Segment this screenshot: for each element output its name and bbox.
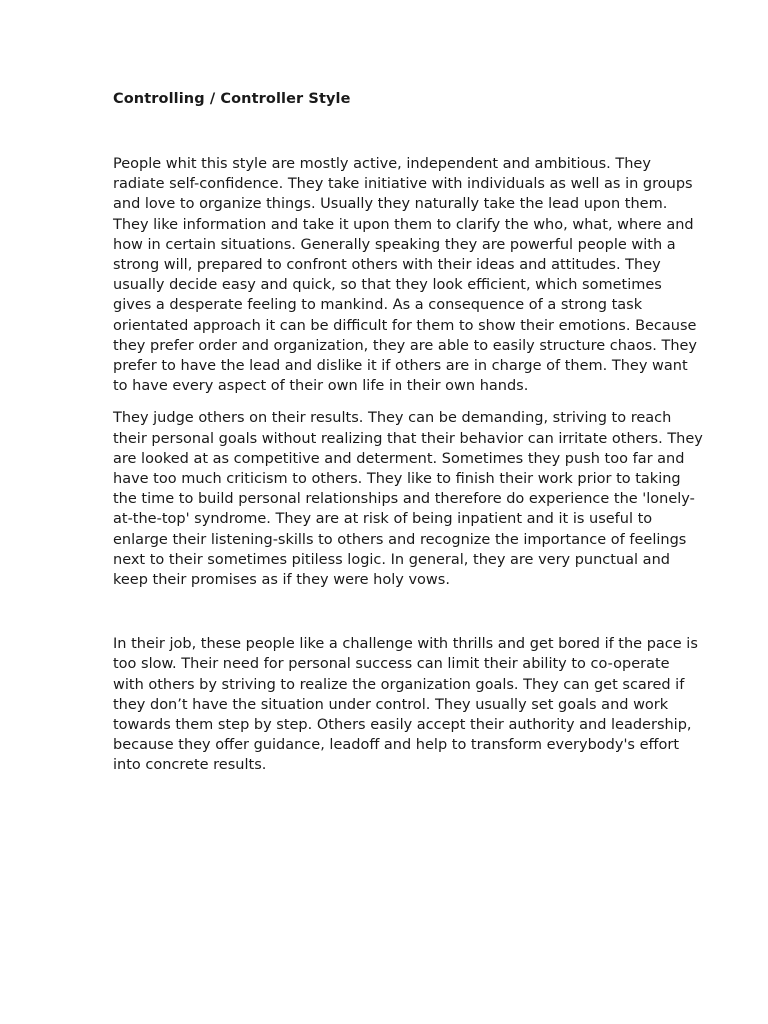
paragraph-2: They judge others on their results. They can be demanding, striving to reach their personal goals without realizing that their behavior can irritate others. They are looked at as competitive and determent. Sometimes they push too far and have too much criticism to others. They like to finish their work prior to taking the time to build personal relationships and therefore do experience the 'lonely-at-the-top' syndrome. They are at risk of being inpatient and it is useful to enlarge their listening-skills to others and recognize the importance of feelings next to their sometimes pitiless logic. In general, they are very punctual and keep their promises as if they were holy vows.: [113, 410, 703, 589]
document-body: [113, 88, 703, 776]
paragraph-1: People whit this style are mostly active, independent and ambitious. They radiate self-confidence. They take initiative with individuals as well as in groups and love to organize things. Usually they naturally take the lead upon them. They like information and take it upon them to clarify the who, what, where and how in certain situations. Generally speaking they are powerful people with a strong will, prepared to confront others with their ideas and attitudes. They usually decide easy and quick, so that they look efficient, which sometimes gives a desperate feeling to mankind. As a consequence of a strong task orientated approach it can be difficult for them to show their emotions. Because they prefer order and organization, they are able to easily structure chaos. They prefer to have the lead and dislike it if others are in charge of them. They want to have every aspect of their own life in their own hands.: [113, 156, 698, 395]
document-title: Controlling / Controller Style: [113, 91, 351, 107]
paragraph-3: In their job, these people like a challenge with thrills and get bored if the pace is too slow. Their need for personal success can limit their ability to co-operate with others by striving to realize the organization goals. They can get scared if they don’t have the situation under control. They usually set goals and work towards them step by step. Others easily accept their authority and leadership, because they offer guidance, leadoff and help to transform everybody's effort into concrete results.: [113, 636, 698, 774]
